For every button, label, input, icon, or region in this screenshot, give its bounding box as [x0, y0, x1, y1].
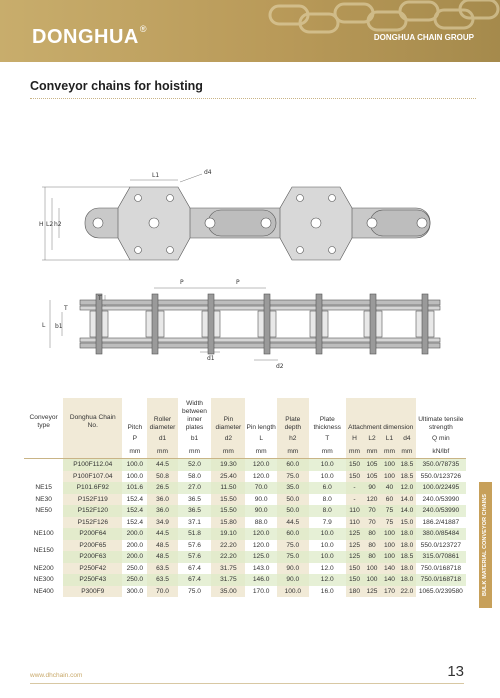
cell-value: 67.4 [178, 574, 212, 586]
cell-value: 90.0 [245, 505, 277, 517]
cell-value: 36.5 [178, 505, 212, 517]
cell-value: 36.5 [188, 495, 201, 503]
cell-value: 31.75 [211, 563, 245, 575]
cell-value: 70 [363, 505, 380, 517]
cell-conveyor-type: NE200 [24, 563, 63, 575]
cell-chain-no: P300F9 [63, 586, 122, 598]
cell-conveyor-type: NE30 [24, 494, 63, 506]
footer-url[interactable]: www.dhchain.com [30, 672, 83, 679]
unit: mm [147, 445, 177, 459]
cell-conveyor-type: NE15 [24, 482, 63, 494]
header-pin-diameter: Pin diameter [211, 398, 245, 432]
cell-conveyor-type: NE150 [24, 540, 63, 563]
dim-label-h2: h2 [54, 221, 62, 228]
cell-value: 58.0 [188, 472, 201, 480]
cell-value: 60.0 [277, 459, 309, 471]
cell-value: 75.0 [277, 471, 309, 483]
table-row [24, 517, 466, 529]
cell-value: 300.0 [126, 587, 144, 595]
group-name: DONGHUA CHAIN GROUP [373, 33, 474, 42]
cell-value: 180 [346, 586, 363, 598]
dim-label-d2: d2 [276, 363, 284, 370]
cell-value: 315.0/70861 [416, 551, 466, 563]
cell-value: 143.0 [252, 564, 270, 572]
cell-value: 120.0 [245, 528, 277, 540]
cell-chain-no: P200F64 [63, 528, 122, 540]
cell-value: 125.0 [245, 551, 277, 563]
cell-value: 15.80 [211, 517, 245, 529]
cell-value: 250.0 [126, 564, 144, 572]
cell-value: 37.1 [188, 518, 201, 526]
cell-value: 6.0 [309, 482, 346, 494]
cell-chain-no: P152F126 [63, 517, 122, 529]
symbol: L [259, 434, 263, 442]
unit: mm [245, 445, 277, 459]
dim-label-T-1: T [98, 295, 102, 302]
dim-label-T-2: T [64, 305, 68, 312]
cell-value: 10.0 [320, 472, 334, 480]
cell-value: 57.6 [178, 551, 212, 563]
cell-value: 22.0 [398, 586, 415, 598]
cell-value: 100.0 [122, 459, 147, 471]
cell-value: 75.0 [277, 540, 309, 552]
cell-value: 57.6 [188, 541, 201, 549]
cell-value: 90.0 [277, 563, 309, 575]
header-conveyor-type: Conveyor type [29, 413, 58, 429]
cell-value: 19.10 [211, 528, 245, 540]
cell-value: 200.0 [122, 551, 147, 563]
cell-value: 125 [346, 540, 363, 552]
cell-value: 7.9 [322, 518, 332, 526]
header-plate-thickness: Plate thickness [313, 416, 341, 431]
dim-label-d4: d4 [204, 169, 212, 176]
header-tensile: Ultimate tensile strength [418, 416, 464, 431]
cell-value: 150 [346, 471, 363, 483]
unit: mm [178, 445, 212, 459]
unit: mm [398, 445, 415, 459]
footer-divider [30, 683, 464, 684]
cell-chain-no: P200F65 [63, 540, 122, 552]
unit: mm [309, 445, 346, 459]
cell-value: 170 [381, 586, 398, 598]
cell-value: 350.0/78735 [416, 459, 466, 471]
cell-value: 110 [346, 517, 363, 529]
cell-chain-no: P152F119 [63, 494, 122, 506]
cell-value: 152.4 [126, 518, 144, 526]
table-row [24, 482, 466, 494]
brand-logo: DONGHUA® [32, 24, 147, 48]
header-attachment: Attachment dimension [346, 398, 416, 432]
symbol: d4 [398, 432, 415, 445]
cell-value: 50.8 [147, 471, 177, 483]
cell-value: 10.0 [309, 459, 346, 471]
table-row [24, 574, 466, 586]
cell-value: 100 [363, 574, 380, 586]
cell-value: 80 [363, 540, 380, 552]
cell-value: 8.0 [322, 495, 332, 503]
header-plate-depth: Plate depth [277, 398, 309, 432]
unit: mm [122, 445, 147, 459]
cell-value: 146.0 [245, 574, 277, 586]
dim-label-L2: L2 [46, 221, 54, 228]
header-pitch: Pitch [127, 424, 143, 431]
cell-value: 44.5 [277, 517, 309, 529]
cell-value: 75 [381, 517, 398, 529]
cell-value: 75.0 [277, 551, 309, 563]
header-chain-no: Donghua Chain No. [63, 398, 122, 445]
spec-table-body [24, 459, 466, 598]
cell-value: 125 [346, 528, 363, 540]
unit: mm [277, 445, 309, 459]
cell-value: 11.50 [211, 482, 245, 494]
symbol: h2 [277, 432, 309, 445]
table-row [24, 563, 466, 575]
cell-value: 550.0/123726 [420, 472, 461, 480]
symbol: b1 [190, 434, 199, 442]
cell-value: 25.40 [211, 471, 245, 483]
cell-value: 67.4 [188, 564, 201, 572]
table-row [24, 586, 466, 598]
symbol: d2 [211, 432, 245, 445]
cell-value: 90.0 [277, 574, 309, 586]
cell-value: 100.0/22495 [416, 482, 466, 494]
cell-value: 18.5 [398, 551, 415, 563]
cell-value: 63.5 [147, 574, 177, 586]
dim-label-P-2: P [236, 279, 240, 286]
symbol: L2 [363, 432, 380, 445]
cell-value: 140 [381, 574, 398, 586]
cell-value: 1065.0/239580 [418, 587, 463, 595]
cell-value: 40 [381, 482, 398, 494]
unit: kN/lbf [416, 445, 466, 459]
cell-value: 35.00 [211, 586, 245, 598]
cell-value: 10.0 [309, 528, 346, 540]
cell-value: 44.5 [147, 459, 177, 471]
symbol: T [325, 434, 330, 442]
cell-value: 12.0 [398, 482, 415, 494]
cell-value: 90 [363, 482, 380, 494]
chain-technical-drawing [30, 160, 470, 380]
cell-value: 63.5 [147, 563, 177, 575]
cell-chain-no: P152F120 [63, 505, 122, 517]
dim-label-P-1: P [180, 279, 184, 286]
cell-value: 110 [346, 505, 363, 517]
cell-value: 120.0 [252, 541, 270, 549]
cell-value: 15.50 [211, 494, 245, 506]
unit: mm [346, 445, 363, 459]
cell-value: 80 [363, 551, 380, 563]
cell-value: 140 [381, 563, 398, 575]
header-pin-length: Pin length [246, 424, 276, 431]
cell-value: 75.0 [188, 587, 201, 595]
unit: mm [363, 445, 380, 459]
cell-value: 200.0 [126, 541, 144, 549]
table-row [24, 528, 466, 540]
cell-value: 125 [363, 586, 380, 598]
cell-value: 52.0 [178, 459, 212, 471]
cell-value: 51.8 [178, 528, 212, 540]
cell-conveyor-type: NE100 [24, 528, 63, 540]
cell-value: 18.0 [398, 563, 415, 575]
header-width-between: Width between inner plates [182, 400, 207, 431]
table-row [24, 540, 466, 552]
cell-value: 750.0/168718 [420, 564, 461, 572]
cell-value: 18.5 [398, 471, 415, 483]
cell-value: 26.5 [147, 482, 177, 494]
cell-value: 48.5 [147, 551, 177, 563]
page-number: 13 [447, 663, 464, 680]
cell-chain-no: P100F112.04 [63, 459, 122, 471]
cell-chain-no: P100F107.04 [63, 471, 122, 483]
cell-value: 80 [363, 528, 380, 540]
dim-label-H: H [39, 221, 44, 228]
cell-value: 100 [381, 528, 398, 540]
chain-decoration-image [250, 0, 500, 62]
cell-value: 240.0/53990 [422, 495, 460, 503]
cell-value: 10.0 [309, 551, 346, 563]
cell-value: - [346, 494, 363, 506]
cell-value: 15.0 [398, 517, 415, 529]
header-banner [0, 0, 500, 62]
cell-value: 10.0 [320, 541, 334, 549]
cell-value: 8.0 [309, 505, 346, 517]
cell-value: 18.5 [398, 459, 415, 471]
cell-value: 100 [363, 563, 380, 575]
cell-conveyor-type: NE400 [24, 586, 63, 598]
cell-chain-no: P200F63 [63, 551, 122, 563]
cell-value: 550.0/123727 [420, 541, 461, 549]
cell-conveyor-type [24, 471, 63, 483]
cell-value: 100 [381, 471, 398, 483]
cell-value: 100 [381, 551, 398, 563]
header-roller-diameter: Roller diameter [147, 398, 177, 432]
cell-value: 48.5 [147, 540, 177, 552]
cell-value: 100.0 [126, 472, 144, 480]
table-row [24, 551, 466, 563]
title-divider [30, 98, 476, 99]
cell-value: 14.0 [398, 505, 415, 517]
table-row [24, 494, 466, 506]
cell-value: 100.0 [277, 586, 309, 598]
cell-value: 186.2/41887 [422, 518, 460, 526]
table-row [24, 459, 466, 471]
cell-value: 100 [381, 459, 398, 471]
cell-value: 15.50 [211, 505, 245, 517]
cell-value: 60 [381, 494, 398, 506]
dim-label-L: L [42, 322, 46, 329]
cell-conveyor-type: NE50 [24, 505, 63, 517]
cell-chain-no: P250F42 [63, 563, 122, 575]
table-row [24, 505, 466, 517]
section-side-tab: BULK MATERIAL CONVEYOR CHAINS [479, 482, 492, 608]
cell-value: 14.0 [398, 494, 415, 506]
cell-chain-no: P101.6F92 [63, 482, 122, 494]
cell-value: 150 [346, 459, 363, 471]
cell-value: - [346, 482, 363, 494]
cell-value: 150 [346, 563, 363, 575]
cell-value: 152.4 [126, 495, 144, 503]
cell-value: 75 [381, 505, 398, 517]
cell-value: 18.0 [398, 528, 415, 540]
cell-value: 22.20 [211, 540, 245, 552]
symbol: d1 [147, 432, 177, 445]
cell-value: 36.0 [147, 494, 177, 506]
cell-value: 18.0 [398, 540, 415, 552]
page-title: Conveyor chains for hoisting [30, 79, 203, 93]
unit: mm [381, 445, 398, 459]
symbol: L1 [381, 432, 398, 445]
cell-value: 120.0 [245, 459, 277, 471]
cell-conveyor-type [24, 459, 63, 471]
cell-value: 120 [363, 494, 380, 506]
cell-value: 105 [363, 459, 380, 471]
cell-value: 60.0 [277, 528, 309, 540]
cell-value: 240.0/53990 [416, 505, 466, 517]
cell-value: 70 [363, 517, 380, 529]
dim-label-b1: b1 [55, 323, 63, 330]
symbol: Q min [432, 434, 450, 442]
dim-label-d1: d1 [207, 355, 215, 362]
cell-value: 125 [346, 551, 363, 563]
cell-value: 36.0 [147, 505, 177, 517]
chain-spec-table [24, 398, 466, 597]
cell-value: 27.0 [178, 482, 212, 494]
cell-value: 88.0 [254, 518, 268, 526]
cell-value: 380.0/85484 [416, 528, 466, 540]
cell-conveyor-type [24, 517, 63, 529]
cell-value: 70.0 [147, 586, 177, 598]
cell-value: 22.20 [211, 551, 245, 563]
cell-value: 44.5 [147, 528, 177, 540]
cell-value: 100 [381, 540, 398, 552]
cell-value: 200.0 [122, 528, 147, 540]
cell-value: 18.0 [398, 574, 415, 586]
cell-value: 19.30 [211, 459, 245, 471]
unit: mm [211, 445, 245, 459]
cell-value: 250.0 [122, 574, 147, 586]
cell-value: 120.0 [252, 472, 270, 480]
cell-value: 12.0 [320, 564, 334, 572]
cell-value: 105 [363, 471, 380, 483]
cell-value: 152.4 [122, 505, 147, 517]
symbol: P [132, 434, 138, 442]
cell-value: 90.0 [254, 495, 268, 503]
cell-value: 31.75 [211, 574, 245, 586]
cell-value: 170.0 [252, 587, 270, 595]
cell-value: 12.0 [309, 574, 346, 586]
cell-value: 34.9 [147, 517, 177, 529]
cell-value: 16.0 [320, 587, 334, 595]
cell-value: 70.0 [245, 482, 277, 494]
cell-value: 50.0 [277, 494, 309, 506]
symbol: H [346, 432, 363, 445]
cell-value: 101.6 [122, 482, 147, 494]
cell-value: 150 [346, 574, 363, 586]
cell-value: 50.0 [277, 505, 309, 517]
dim-label-L1: L1 [152, 172, 160, 179]
cell-chain-no: P250F43 [63, 574, 122, 586]
cell-value: 750.0/168718 [416, 574, 466, 586]
cell-conveyor-type: NE300 [24, 574, 63, 586]
table-row [24, 471, 466, 483]
cell-value: 35.0 [277, 482, 309, 494]
